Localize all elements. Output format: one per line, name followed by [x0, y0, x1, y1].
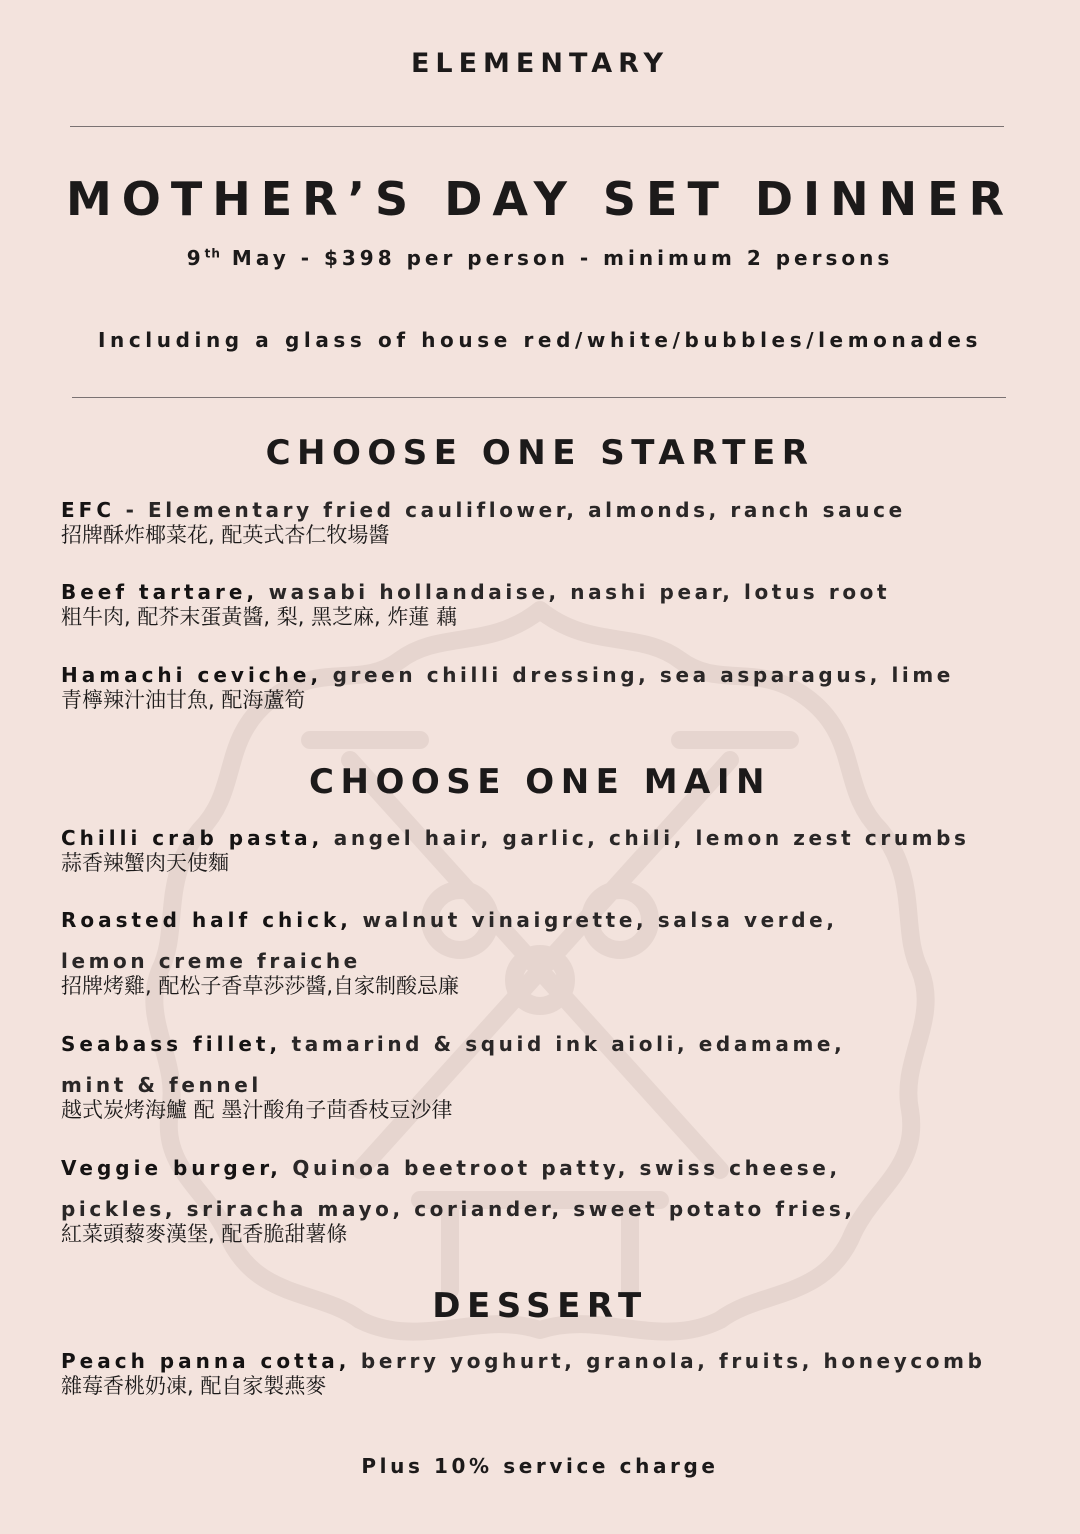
item-chinese: 招牌烤雞, 配松子香草莎莎醬,自家制酸忌廉 — [61, 974, 460, 998]
item-name: Veggie burger, — [61, 1156, 282, 1180]
item-description — [61, 1148, 856, 1189]
main-item-veggie-burger — [61, 1148, 856, 1247]
item-name: Peach panna cotta, — [61, 1349, 351, 1373]
item-details: walnut vinaigrette, salsa verde, — [351, 908, 838, 932]
item-name: EFC — [61, 498, 116, 522]
service-charge-note: Plus 10% service charge — [361, 1454, 719, 1478]
main-item-half-chick — [61, 900, 838, 999]
item-description-cont: mint & fennel — [61, 1073, 262, 1097]
main-item-chilli-crab — [61, 818, 970, 876]
item-chinese: 雜莓香桃奶凍, 配自家製燕麥 — [61, 1374, 327, 1398]
item-chinese: 紅菜頭藜麥漢堡, 配香脆甜薯條 — [61, 1222, 348, 1246]
item-name: Chilli crab pasta, — [61, 826, 324, 850]
date-day: 9 — [186, 246, 205, 270]
item-name: Seabass fillet, — [61, 1032, 282, 1056]
price-info: May - $398 per person - minimum 2 persons — [220, 246, 894, 270]
main-item-seabass — [61, 1024, 845, 1123]
page-title: MOTHER’S DAY SET DINNER — [65, 172, 1014, 226]
starter-item-beef-tartare — [61, 572, 890, 630]
item-description — [61, 900, 838, 941]
item-chinese: 越式炭烤海鱸 配 墨汁酸角子茴香枝豆沙律 — [61, 1098, 453, 1122]
item-chinese: 招牌酥炸椰菜花, 配英式杏仁牧場醬 — [61, 523, 390, 547]
divider-top — [70, 126, 1004, 127]
item-name: Hamachi ceviche, — [61, 663, 323, 687]
item-description — [61, 1024, 845, 1065]
item-chinese: 粗牛肉, 配芥末蛋黃醬, 梨, 黑芝麻, 炸蓮 藕 — [61, 605, 458, 629]
item-details: tamarind & squid ink aioli, edamame, — [281, 1032, 846, 1056]
item-name: Roasted half chick, — [61, 908, 352, 932]
item-details: berry yoghurt, granola, fruits, honeycomb — [350, 1349, 986, 1373]
starter-item-hamachi — [61, 655, 954, 713]
main-heading: CHOOSE ONE MAIN — [309, 762, 771, 802]
item-details: wasabi hollandaise, nashi pear, lotus root — [258, 580, 891, 604]
date-price-line — [0, 246, 1080, 270]
item-chinese: 青檸辣汁油甘魚, 配海蘆筍 — [61, 688, 306, 712]
dessert-heading: DESSERT — [432, 1286, 648, 1326]
brand-name: ELEMENTARY — [410, 48, 670, 79]
item-details: angel hair, garlic, chili, lemon zest crumbs — [323, 826, 970, 850]
date-suffix: th — [204, 246, 221, 261]
item-details: Quinoa beetroot patty, swiss cheese, — [281, 1156, 841, 1180]
item-details: - Elementary fried cauliflower, almonds, ranch sauce — [115, 498, 906, 522]
item-name: Beef tartare, — [61, 580, 259, 604]
item-description-cont: lemon creme fraiche — [61, 949, 361, 973]
starter-heading: CHOOSE ONE STARTER — [265, 433, 815, 473]
divider-middle — [72, 397, 1006, 398]
item-details: green chilli dressing, sea asparagus, lime — [322, 663, 954, 687]
item-chinese: 蒜香辣蟹肉天使麵 — [61, 851, 229, 875]
item-description-cont: pickles, sriracha mayo, coriander, sweet potato fries, — [61, 1197, 856, 1221]
dessert-item-panna-cotta — [61, 1341, 986, 1399]
starter-item-efc — [61, 490, 906, 548]
drink-included-note: Including a glass of house red/white/bubbles/lemonades — [97, 328, 983, 352]
